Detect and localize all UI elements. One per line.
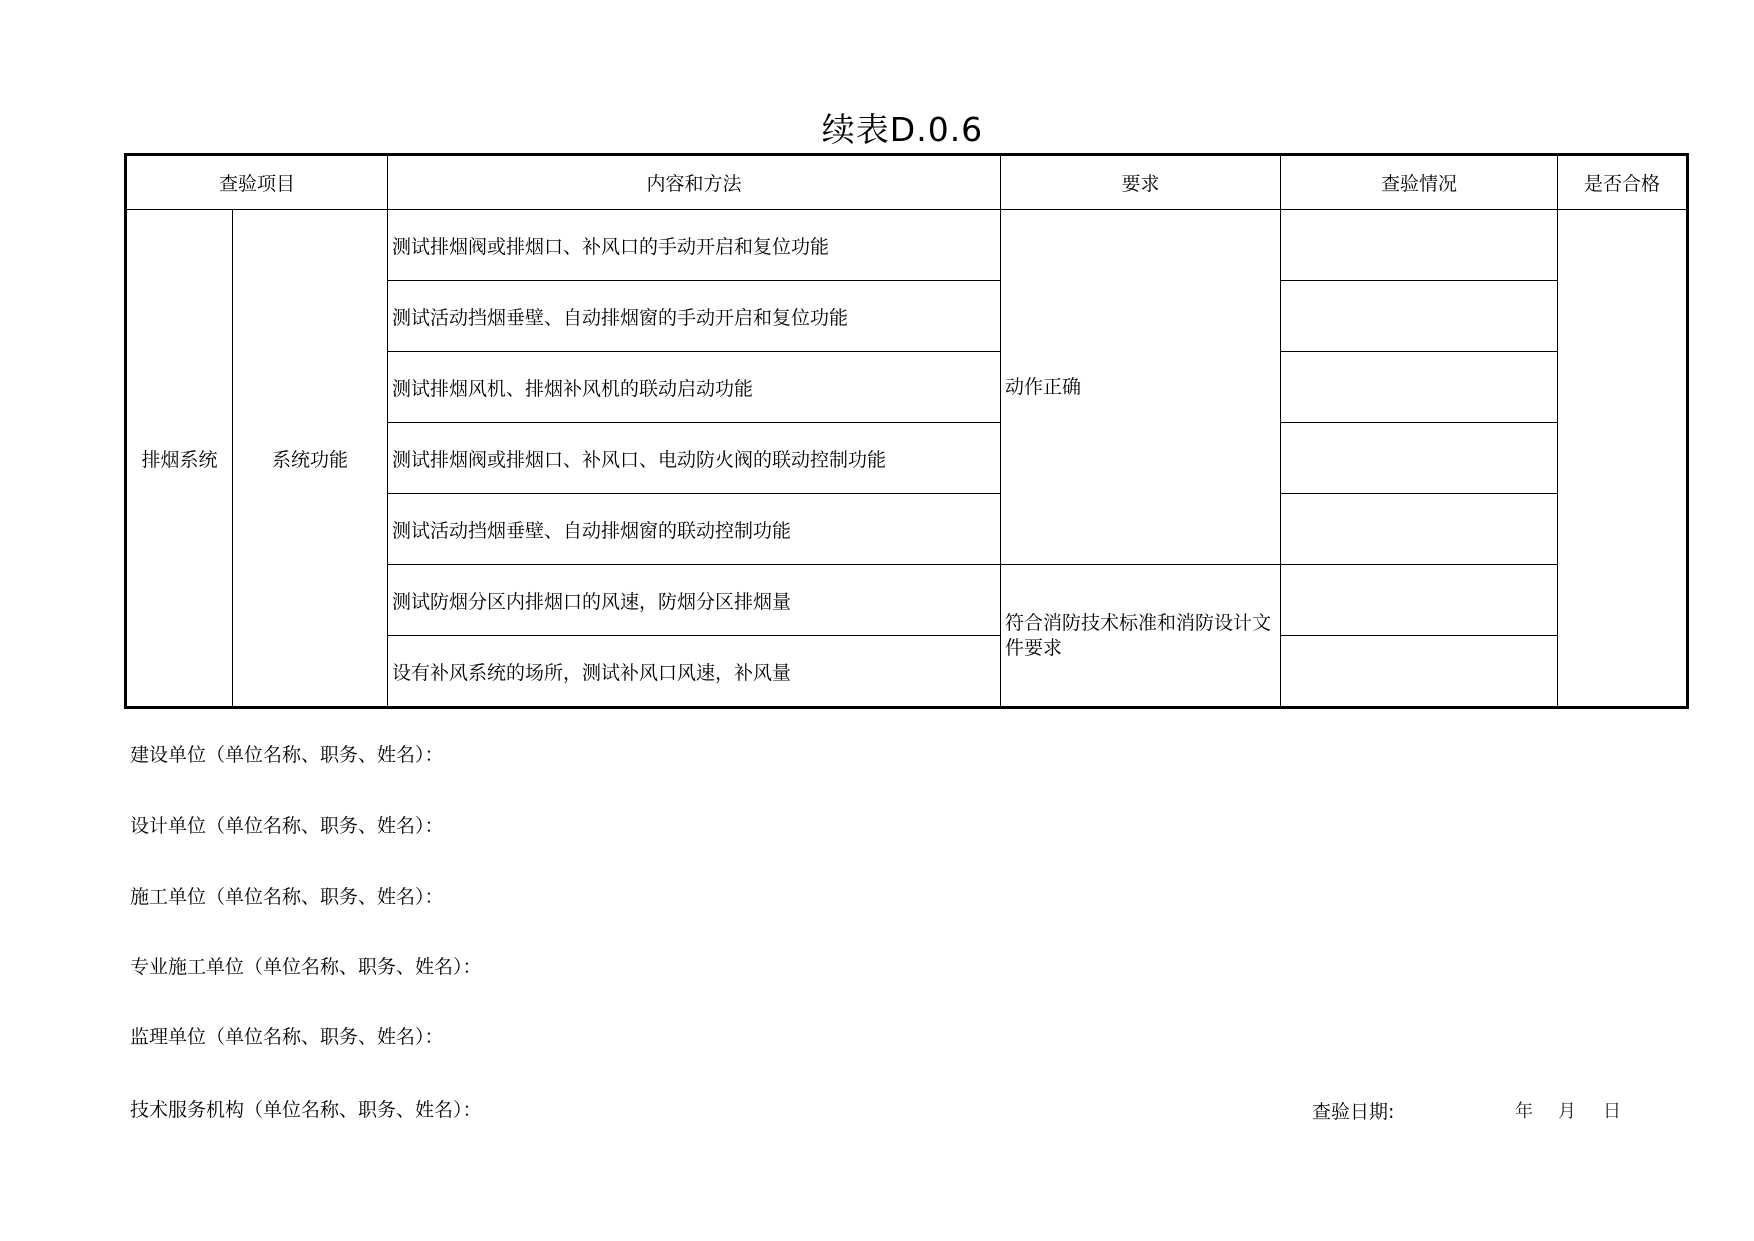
header-item: 查验项目 xyxy=(126,155,388,210)
signature-design-unit: 设计单位（单位名称、职务、姓名）： xyxy=(130,815,444,837)
signature-specialty-contractor: 专业施工单位（单位名称、职务、姓名）： xyxy=(130,956,482,978)
header-content: 内容和方法 xyxy=(388,155,1001,210)
status-input-cell[interactable] xyxy=(1281,565,1558,636)
content-cell: 测试排烟阀或排烟口、补风口、电动防火阀的联动控制功能 xyxy=(388,423,1001,494)
table-header-row xyxy=(126,155,1688,210)
inspection-date-label: 查验日期: xyxy=(1312,1101,1395,1123)
signature-technical-service: 技术服务机构（单位名称、职务、姓名）： xyxy=(130,1099,482,1121)
signature-supervision-unit: 监理单位（单位名称、职务、姓名）： xyxy=(130,1026,444,1048)
date-year-unit: 年 xyxy=(1515,1101,1533,1122)
section-sub-cell: 系统功能 xyxy=(233,210,388,708)
content-cell: 测试排烟阀或排烟口、补风口的手动开启和复位功能 xyxy=(388,210,1001,281)
status-input-cell[interactable] xyxy=(1281,352,1558,423)
status-input-cell[interactable] xyxy=(1281,210,1558,281)
inspection-table xyxy=(124,153,1689,709)
requirement-cell-action: 动作正确 xyxy=(1001,210,1281,565)
header-requirement: 要求 xyxy=(1001,155,1281,210)
date-month-unit: 月 xyxy=(1558,1101,1576,1122)
page-title: 续表D.0.6 xyxy=(821,110,984,149)
qualified-input-cell[interactable] xyxy=(1558,210,1688,708)
header-status: 查验情况 xyxy=(1281,155,1558,210)
header-qualified: 是否合格 xyxy=(1558,155,1688,210)
content-cell: 测试活动挡烟垂壁、自动排烟窗的联动控制功能 xyxy=(388,494,1001,565)
content-cell: 测试活动挡烟垂壁、自动排烟窗的手动开启和复位功能 xyxy=(388,281,1001,352)
status-input-cell[interactable] xyxy=(1281,494,1558,565)
status-input-cell[interactable] xyxy=(1281,423,1558,494)
content-cell: 测试防烟分区内排烟口的风速，防烟分区排烟量 xyxy=(388,565,1001,636)
date-day-unit: 日 xyxy=(1603,1101,1621,1122)
section-main-cell: 排烟系统 xyxy=(126,210,233,708)
content-cell: 设有补风系统的场所，测试补风口风速，补风量 xyxy=(388,636,1001,708)
signature-construction-unit: 施工单位（单位名称、职务、姓名）： xyxy=(130,886,444,908)
signature-construction-owner: 建设单位（单位名称、职务、姓名）： xyxy=(130,744,444,766)
status-input-cell[interactable] xyxy=(1281,281,1558,352)
table-row xyxy=(126,210,1688,281)
content-cell: 测试排烟风机、排烟补风机的联动启动功能 xyxy=(388,352,1001,423)
status-input-cell[interactable] xyxy=(1281,636,1558,708)
requirement-cell-standard: 符合消防技术标准和消防设计文件要求 xyxy=(1001,565,1281,708)
